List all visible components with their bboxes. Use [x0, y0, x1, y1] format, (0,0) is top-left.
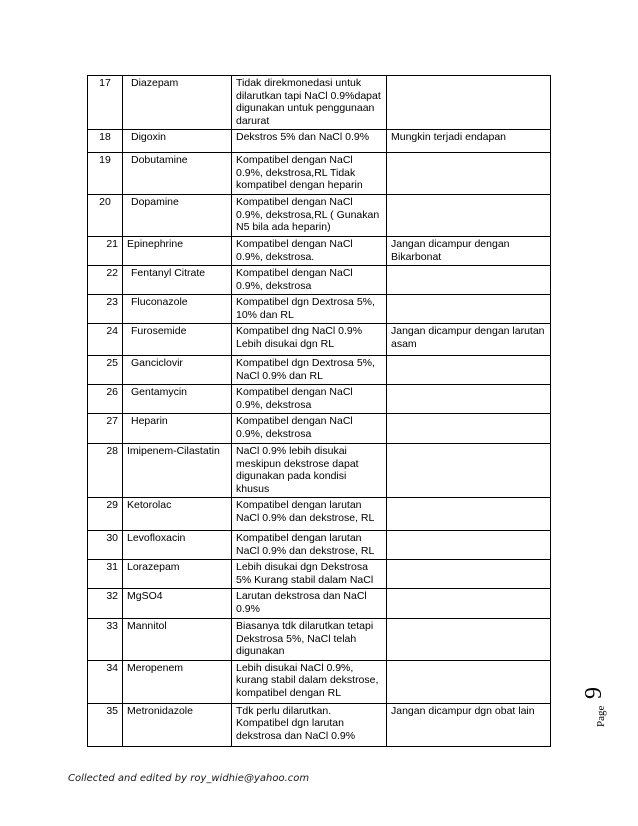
row-number: 19	[88, 153, 123, 195]
compatibility-cell: Tdk perlu dilarutkan. Kompatibel dgn larutan dekstrosa dan NaCl 0.9%	[232, 703, 387, 746]
note-cell	[387, 498, 551, 531]
table-row	[88, 153, 551, 195]
table-row	[88, 619, 551, 661]
table-row	[88, 660, 551, 703]
compatibility-cell: Lebih disukai NaCl 0.9%, kurang stabil dalam dekstrose, kompatibel dengan RL	[232, 660, 387, 703]
drug-name: Metronidazole	[123, 703, 232, 746]
note-cell	[387, 266, 551, 295]
table-row	[88, 356, 551, 385]
note-cell	[387, 660, 551, 703]
row-number: 30	[88, 531, 123, 560]
row-number: 27	[88, 414, 123, 444]
table-row	[88, 76, 551, 130]
compatibility-cell: Kompatibel dng NaCl 0.9% Lebih disukai dgn RL	[232, 324, 387, 356]
compatibility-cell: Lebih disukai dgn Dekstrosa 5% Kurang stabil dalam NaCl	[232, 560, 387, 589]
note-cell	[387, 385, 551, 414]
drug-name: Ganciclovir	[123, 356, 232, 385]
table-row	[88, 531, 551, 560]
drug-name: Fluconazole	[123, 295, 232, 324]
note-cell: Jangan dicampur dengan larutan asam	[387, 324, 551, 356]
row-number: 26	[88, 385, 123, 414]
note-cell: Jangan dicampur dgn obat lain	[387, 703, 551, 746]
note-cell	[387, 619, 551, 661]
table-row	[88, 324, 551, 356]
row-number: 18	[88, 130, 123, 153]
note-cell	[387, 195, 551, 237]
page-number: 9	[581, 687, 607, 699]
row-number: 29	[88, 498, 123, 531]
note-cell	[387, 414, 551, 444]
compatibility-cell: Tidak direkmonedasi untuk dilarutkan tapi NaCl 0.9%dapat digunakan untuk penggunaan darurat	[232, 76, 387, 130]
drug-name: Imipenem-Cilastatin	[123, 444, 232, 498]
note-cell	[387, 589, 551, 619]
compatibility-cell: Kompatibel dengan NaCl 0.9%, dekstrosa	[232, 414, 387, 444]
table-row	[88, 414, 551, 444]
drug-name: Dopamine	[123, 195, 232, 237]
drug-compatibility-table	[87, 75, 551, 747]
compatibility-cell: Kompatibel dengan NaCl 0.9%, dekstrosa,RL Tidak kompatibel dengan heparin	[232, 153, 387, 195]
table-row	[88, 237, 551, 266]
drug-name: MgSO4	[123, 589, 232, 619]
row-number: 17	[88, 76, 123, 130]
row-number: 34	[88, 660, 123, 703]
row-number: 31	[88, 560, 123, 589]
table-row	[88, 295, 551, 324]
row-number: 35	[88, 703, 123, 746]
compatibility-cell: Kompatibel dengan NaCl 0.9%, dekstrosa,RL ( Gunakan N5 bila ada heparin)	[232, 195, 387, 237]
row-number: 25	[88, 356, 123, 385]
note-cell	[387, 444, 551, 498]
table-row	[88, 589, 551, 619]
drug-name: Furosemide	[123, 324, 232, 356]
compatibility-cell: Kompatibel dengan larutan NaCl 0.9% dan dekstrose, RL	[232, 531, 387, 560]
note-cell	[387, 356, 551, 385]
footer-credit: Collected and edited by roy_widhie@yahoo.com	[68, 773, 310, 784]
drug-name: Heparin	[123, 414, 232, 444]
compatibility-cell: Kompatibel dengan NaCl 0.9%, dekstrosa	[232, 385, 387, 414]
drug-name: Fentanyl Citrate	[123, 266, 232, 295]
drug-name: Epinephrine	[123, 237, 232, 266]
drug-name: Ketorolac	[123, 498, 232, 531]
table-row	[88, 703, 551, 746]
drug-name: Digoxin	[123, 130, 232, 153]
note-cell: Mungkin terjadi endapan	[387, 130, 551, 153]
table-row	[88, 195, 551, 237]
row-number: 24	[88, 324, 123, 356]
compatibility-cell: Kompatibel dgn Dextrosa 5%, NaCl 0.9% dan RL	[232, 356, 387, 385]
table-row	[88, 498, 551, 531]
table-row	[88, 130, 551, 153]
drug-name: Meropenem	[123, 660, 232, 703]
table-row	[88, 560, 551, 589]
row-number: 32	[88, 589, 123, 619]
row-number: 22	[88, 266, 123, 295]
compatibility-cell: Dekstros 5% dan NaCl 0.9%	[232, 130, 387, 153]
row-number: 33	[88, 619, 123, 661]
table-row	[88, 385, 551, 414]
page-number-label	[569, 667, 607, 727]
compatibility-cell: Larutan dekstrosa dan NaCl 0.9%	[232, 589, 387, 619]
compatibility-cell: Kompatibel dengan NaCl 0.9%, dekstrosa.	[232, 237, 387, 266]
compatibility-cell: Biasanya tdk dilarutkan tetapi Dekstrosa 5%, NaCl telah digunakan	[232, 619, 387, 661]
compatibility-cell: Kompatibel dgn Dextrosa 5%, 10% dan RL	[232, 295, 387, 324]
page-word: Page	[595, 705, 607, 727]
note-cell: Jangan dicampur dengan Bikarbonat	[387, 237, 551, 266]
row-number: 23	[88, 295, 123, 324]
compatibility-cell: NaCl 0.9% lebih disukai meskipun dekstrose dapat digunakan pada kondisi khusus	[232, 444, 387, 498]
row-number: 21	[88, 237, 123, 266]
note-cell	[387, 560, 551, 589]
table-row	[88, 266, 551, 295]
note-cell	[387, 153, 551, 195]
drug-name: Lorazepam	[123, 560, 232, 589]
compatibility-cell: Kompatibel dengan NaCl 0.9%, dekstrosa	[232, 266, 387, 295]
drug-name: Diazepam	[123, 76, 232, 130]
row-number: 28	[88, 444, 123, 498]
drug-name: Gentamycin	[123, 385, 232, 414]
compatibility-cell: Kompatibel dengan larutan NaCl 0.9% dan dekstrose, RL	[232, 498, 387, 531]
drug-name: Levofloxacin	[123, 531, 232, 560]
table-row	[88, 444, 551, 498]
drug-name: Mannitol	[123, 619, 232, 661]
note-cell	[387, 531, 551, 560]
drug-name: Dobutamine	[123, 153, 232, 195]
note-cell	[387, 295, 551, 324]
note-cell	[387, 76, 551, 130]
row-number: 20	[88, 195, 123, 237]
